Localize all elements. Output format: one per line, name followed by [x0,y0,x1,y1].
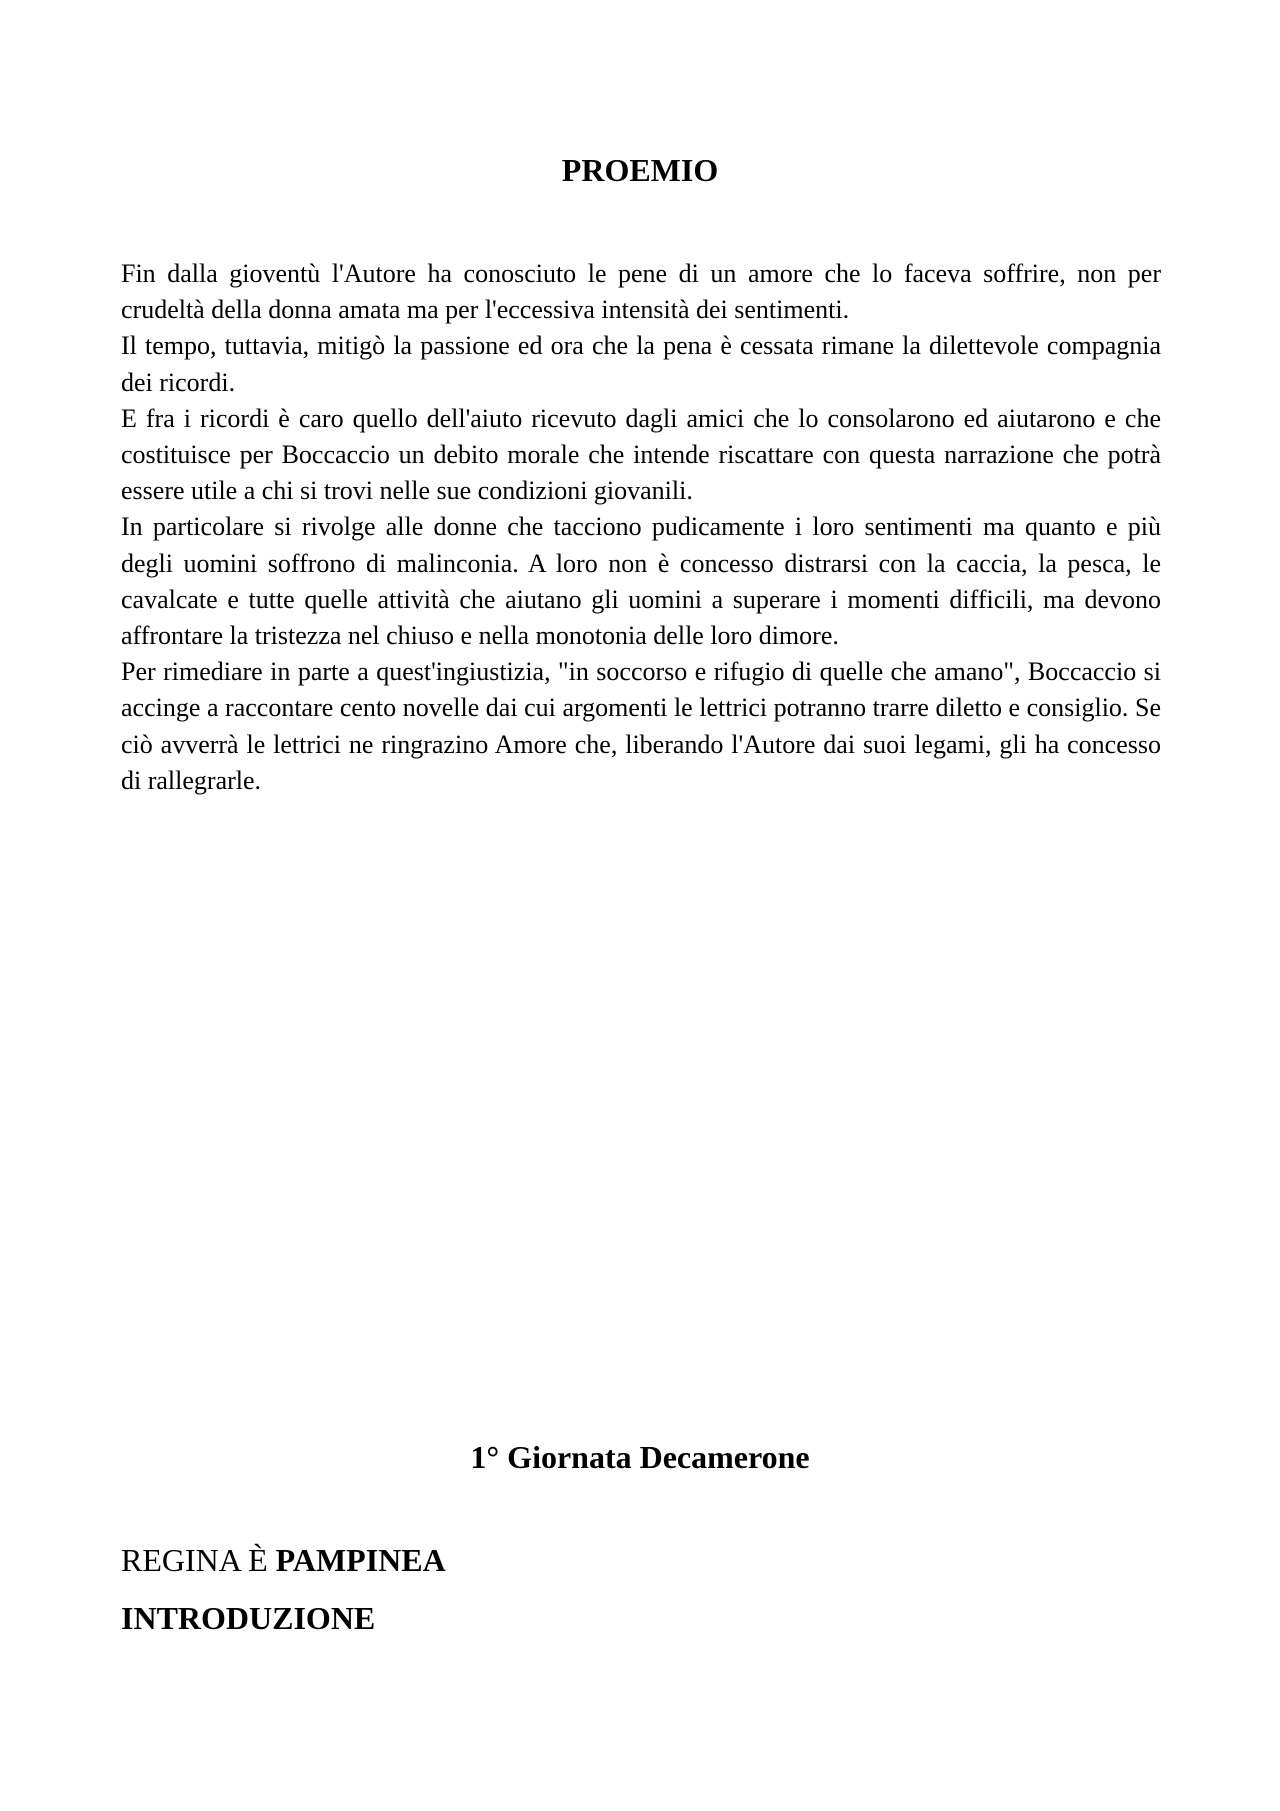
page-title: PROEMIO [561,152,719,188]
section-title: 1° Giornata Decamerone [470,1439,810,1475]
introduction-heading: INTRODUZIONE [121,1600,376,1636]
proemio-body [121,256,1161,799]
paragraph: E fra i ricordi è caro quello dell'aiuto ricevuto dagli amici che lo consolarono ed aiutarono e che costituisce per Boccaccio un debito morale che intende riscattare con questa narrazione che potrà essere utile a chi si trovi nelle sue condizioni giovanili. [121,403,1161,506]
regina-line [121,1540,446,1580]
paragraph: In particolare si rivolge alle donne che tacciono pudicamente i loro sentimenti ma quanto e più degli uomini soffrono di malinconia. A loro non è concesso distrarsi con la caccia, la pesca, le cavalcate e tutte quelle attività che aiutano gli uomini a superare i momenti difficili, ma devono affrontare la tristezza nel chiuso e nella monotonia delle loro dimore. [121,512,1161,651]
paragraph: Per rimediare in parte a quest'ingiustizia, "in soccorso e rifugio di quelle che amano", Boccaccio si accinge a raccontare cento novelle dai cui argomenti le lettrici potranno trarre diletto e consiglio. Se ciò avverrà le lettrici ne ringrazino Amore che, liberando l'Autore dai suoi legami, gli ha concesso di rallegrarle. [121,657,1161,795]
regina-prefix: REGINA È [121,1542,268,1578]
paragraph: Il tempo, tuttavia, mitigò la passione ed ora che la pena è cessata rimane la dilettevole compagnia dei ricordi. [121,331,1161,397]
regina-name: PAMPINEA [275,1542,446,1578]
paragraph: Fin dalla gioventù l'Autore ha conosciuto le pene di un amore che lo faceva soffrire, non per crudeltà della donna amata ma per l'eccessiva intensità dei sentimenti. [121,259,1161,325]
